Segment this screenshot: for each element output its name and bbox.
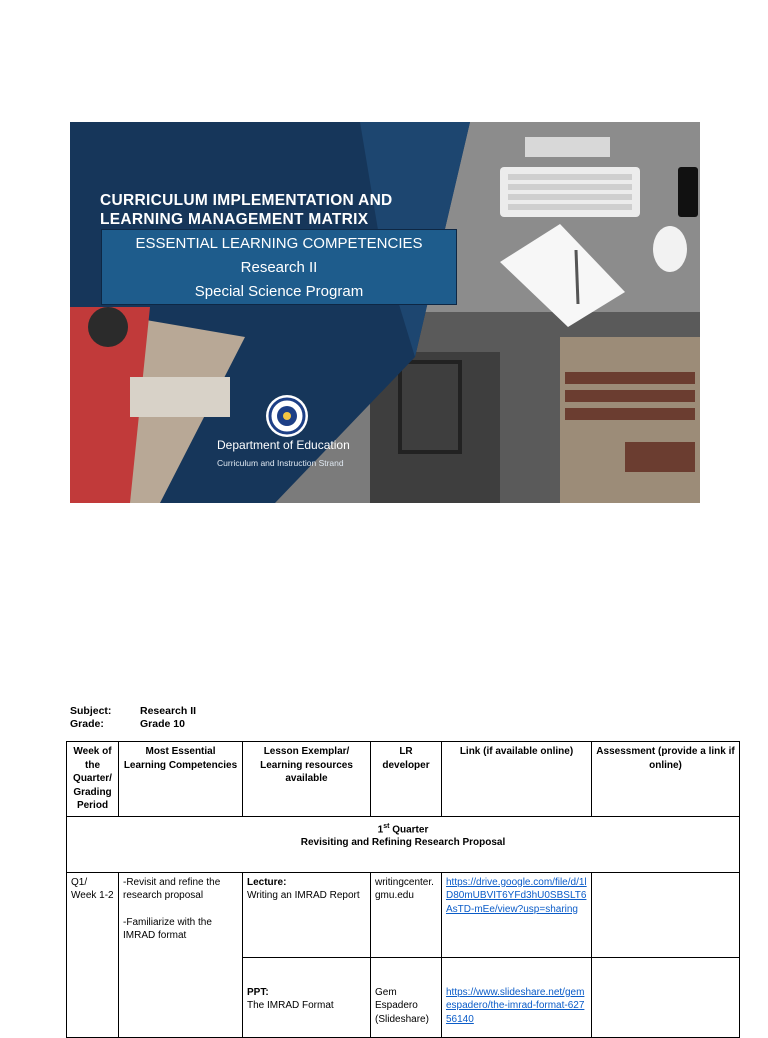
lesson-title: The IMRAD Format bbox=[247, 1000, 334, 1011]
developer-cell: Gem Espadero (Slideshare) bbox=[371, 957, 442, 1037]
lesson-title: Writing an IMRAD Report bbox=[247, 890, 360, 901]
link-cell bbox=[442, 957, 592, 1037]
header-lesson: Lesson Exemplar/ Learning resources available bbox=[243, 742, 371, 817]
lesson-cell bbox=[243, 957, 371, 1037]
header-week: Week of the Quarter/ Grading Period bbox=[67, 742, 119, 817]
banner-background bbox=[70, 122, 700, 503]
header-developer: LR developer bbox=[371, 742, 442, 817]
grade-line bbox=[70, 718, 185, 730]
deped-seal-icon bbox=[265, 394, 309, 438]
competency-item: -Revisit and refine the research proposal bbox=[123, 876, 221, 901]
org-strand: Curriculum and Instruction Strand bbox=[217, 458, 344, 468]
grade-label: Grade: bbox=[70, 718, 104, 730]
developer-cell: writingcenter.gmu.edu bbox=[371, 872, 442, 957]
quarter-cell bbox=[67, 816, 740, 872]
header-competencies: Most Essential Learning Competencies bbox=[119, 742, 243, 817]
cover-banner bbox=[70, 122, 700, 503]
header-assessment: Assessment (provide a link if online) bbox=[592, 742, 740, 817]
subject-line bbox=[70, 705, 197, 717]
table-row bbox=[67, 872, 740, 957]
learning-matrix-table bbox=[66, 741, 740, 1038]
table-header-row bbox=[67, 742, 740, 817]
week-cell: Q1/ Week 1-2 bbox=[67, 872, 119, 1037]
competency-cell bbox=[119, 872, 243, 1037]
banner-box-line-2: Research II bbox=[240, 259, 318, 276]
subject-label: Subject: bbox=[70, 705, 112, 717]
org-name: Department of Education bbox=[217, 438, 350, 452]
lesson-type: PPT: bbox=[247, 986, 269, 998]
grade-value: Grade 10 bbox=[140, 718, 185, 730]
banner-title-line-2: LEARNING MANAGEMENT MATRIX bbox=[100, 211, 369, 228]
quarter-row bbox=[67, 816, 740, 872]
quarter-title: Revisiting and Refining Research Proposal bbox=[300, 837, 506, 849]
subject-value: Research II bbox=[140, 705, 197, 717]
header-link: Link (if available online) bbox=[442, 742, 592, 817]
assessment-cell bbox=[592, 957, 740, 1037]
resource-link[interactable]: https://www.slideshare.net/gemespadero/the-imrad-format-62756140 bbox=[446, 986, 585, 1025]
banner-box-line-1: ESSENTIAL LEARNING COMPETENCIES bbox=[135, 235, 423, 252]
banner-box-line-3: Special Science Program bbox=[194, 283, 364, 300]
lesson-type: Lecture: bbox=[247, 876, 287, 888]
link-cell bbox=[442, 872, 592, 957]
quarter-label: 1st Quarter bbox=[377, 822, 429, 835]
banner-title-line-1: CURRICULUM IMPLEMENTATION AND bbox=[100, 192, 393, 209]
lesson-cell bbox=[243, 872, 371, 957]
resource-link[interactable]: https://drive.google.com/file/d/1lD80mUBVIT6YFd3hU0SBSLT6AsTD-mEe/view?usp=sharing bbox=[446, 876, 587, 915]
banner-competency-box bbox=[101, 229, 457, 305]
assessment-cell bbox=[592, 872, 740, 957]
competency-item: -Familiarize with the IMRAD format bbox=[123, 916, 212, 941]
